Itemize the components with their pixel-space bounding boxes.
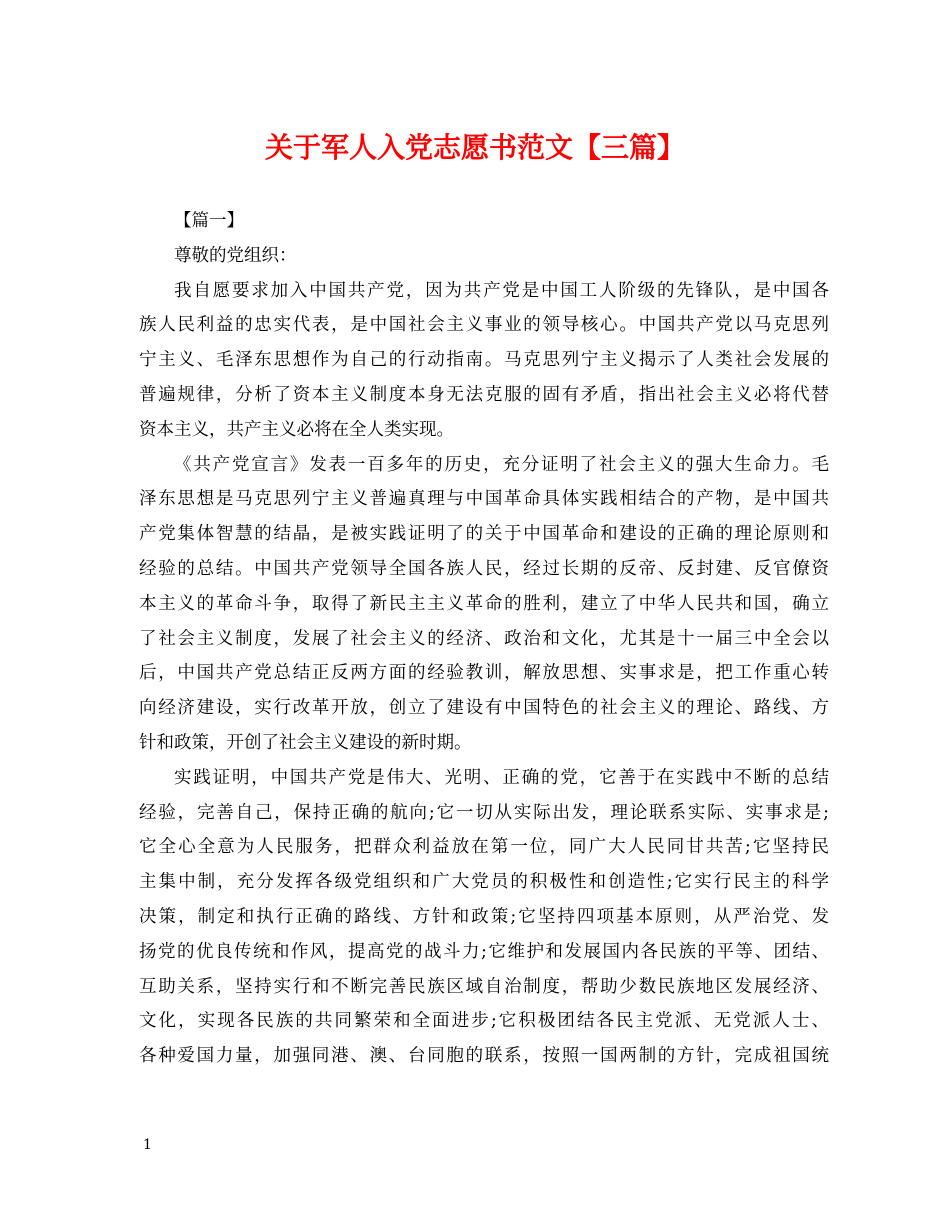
text-line: 泽东思想是马克思列宁主义普遍真理与中国革命具体实践相结合的产物，是中国共 bbox=[139, 489, 829, 510]
page-number: 1 bbox=[143, 1137, 152, 1153]
text-line: 经验，完善自己，保持正确的航向;它一切从实际出发，理论联系实际、实事求是; bbox=[139, 802, 829, 823]
text-line: 向经济建设，实行改革开放，创立了建设有中国特色的社会主义的理论、路线、方 bbox=[139, 698, 829, 719]
text-line: 后，中国共产党总结正反两方面的经验教训，解放思想、实事求是，把工作重心转 bbox=[139, 663, 829, 684]
text-line: 实践证明，中国共产党是伟大、光明、正确的党，它善于在实践中不断的总结 bbox=[174, 767, 829, 788]
text-line: 针和政策，开创了社会主义建设的新时期。 bbox=[139, 732, 472, 753]
text-line: 了社会主义制度，发展了社会主义的经济、政治和文化，尤其是十一届三中全会以 bbox=[139, 628, 829, 649]
text-line: 产党集体智慧的结晶，是被实践证明了的关于中国革命和建设的正确的理论原则和 bbox=[139, 524, 829, 545]
text-line: 尊敬的党组织： bbox=[174, 245, 297, 266]
document-body bbox=[139, 204, 829, 1074]
document-title: 关于军人入党志愿书范文【三篇】 bbox=[264, 131, 685, 164]
text-line: 经验的总结。中国共产党领导全国各族人民，经过长期的反帝、反封建、反官僚资 bbox=[139, 558, 829, 579]
text-line: 《共产党宣言》发表一百多年的历史，充分证明了社会主义的强大生命力。毛 bbox=[174, 454, 829, 475]
text-line: 互助关系，坚持实行和不断完善民族区域自治制度，帮助少数民族地区发展经济、 bbox=[139, 976, 829, 997]
text-line: 各种爱国力量，加强同港、澳、台同胞的联系，按照一国两制的方针，完成祖国统 bbox=[139, 1046, 829, 1067]
text-line: 【篇一】 bbox=[174, 211, 244, 231]
text-line: 普遍规律，分析了资本主义制度本身无法克服的固有矛盾，指出社会主义必将代替 bbox=[139, 384, 829, 405]
text-line: 族人民利益的忠实代表，是中国社会主义事业的领导核心。中国共产党以马克思列 bbox=[139, 315, 829, 336]
text-line: 我自愿要求加入中国共产党，因为共产党是中国工人阶级的先锋队，是中国各 bbox=[174, 280, 829, 301]
text-line: 宁主义、毛泽东思想作为自己的行动指南。马克思列宁主义揭示了人类社会发展的 bbox=[139, 350, 829, 371]
text-line: 本主义的革命斗争，取得了新民主主义革命的胜利，建立了中华人民共和国，确立 bbox=[139, 593, 829, 614]
text-line: 它全心全意为人民服务，把群众利益放在第一位，同广大人民同甘共苦;它坚持民 bbox=[139, 837, 829, 858]
text-line: 资本主义，共产主义必将在全人类实现。 bbox=[139, 419, 454, 440]
text-line: 主集中制，充分发挥各级党组织和广大党员的积极性和创造性;它实行民主的科学 bbox=[139, 872, 829, 893]
text-line: 决策，制定和执行正确的路线、方针和政策;它坚持四项基本原则，从严治党、发 bbox=[139, 906, 829, 927]
text-line: 文化，实现各民族的共同繁荣和全面进步;它积极团结各民主党派、无党派人士、 bbox=[139, 1011, 829, 1032]
text-line: 扬党的优良传统和作风，提高党的战斗力;它维护和发展国内各民族的平等、团结、 bbox=[139, 941, 829, 962]
